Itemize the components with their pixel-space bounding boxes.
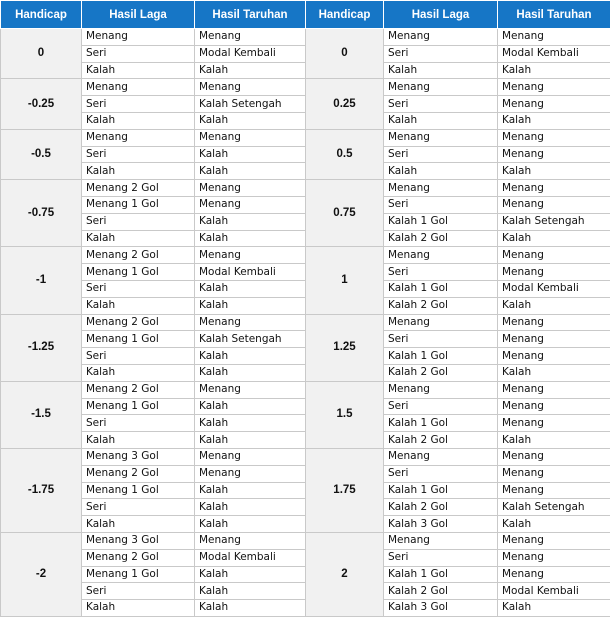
hasil-taruhan-cell: Kalah [195,566,306,583]
hasil-laga-cell: Kalah 2 Gol [384,583,498,600]
hasil-laga-cell: Menang 2 Gol [82,381,195,398]
hasil-taruhan-cell: Menang [498,96,610,113]
hasil-laga-cell: Seri [82,96,195,113]
hasil-laga-cell: Menang [384,79,498,96]
hasil-taruhan-cell: Menang [195,180,306,197]
hasil-taruhan-cell: Menang [195,314,306,331]
handicap-cell-right: 0.5 [306,129,384,179]
hasil-laga-cell: Seri [384,96,498,113]
table-row [1,415,610,432]
hasil-laga-cell: Kalah 3 Gol [384,516,498,533]
table-row [1,129,610,146]
hasil-laga-cell: Menang 1 Gol [82,482,195,499]
hasil-laga-cell: Seri [384,465,498,482]
hasil-taruhan-cell: Modal Kembali [498,45,610,62]
table-row [1,566,610,583]
hasil-taruhan-cell: Kalah Setengah [195,96,306,113]
hasil-taruhan-cell: Kalah [195,482,306,499]
hasil-taruhan-cell: Kalah [195,583,306,600]
table-row [1,29,610,46]
hasil-taruhan-cell: Menang [498,398,610,415]
hasil-laga-cell: Seri [384,264,498,281]
hasil-taruhan-cell: Kalah [498,600,610,617]
hasil-taruhan-cell: Menang [195,196,306,213]
hasil-taruhan-cell: Menang [498,314,610,331]
header-handicap-right: Handicap [306,1,384,29]
hasil-laga-cell: Menang [384,314,498,331]
hasil-laga-cell: Kalah 2 Gol [384,432,498,449]
hasil-laga-cell: Menang 2 Gol [82,465,195,482]
hasil-laga-cell: Seri [384,146,498,163]
table-row [1,398,610,415]
hasil-laga-cell: Seri [82,415,195,432]
hasil-taruhan-cell: Modal Kembali [498,280,610,297]
hasil-laga-cell: Kalah [82,364,195,381]
handicap-cell-right: 2 [306,532,384,616]
table-row [1,230,610,247]
hasil-laga-cell: Menang 2 Gol [82,549,195,566]
hasil-laga-cell: Kalah 1 Gol [384,280,498,297]
table-row [1,432,610,449]
hasil-laga-cell: Menang 1 Gol [82,196,195,213]
hasil-taruhan-cell: Menang [498,29,610,46]
handicap-cell-left: 0 [1,29,82,79]
hasil-laga-cell: Menang [384,180,498,197]
header-hasil-laga-left: Hasil Laga [82,1,195,29]
hasil-taruhan-cell: Menang [498,465,610,482]
hasil-laga-cell: Kalah 1 Gol [384,482,498,499]
hasil-taruhan-cell: Menang [498,247,610,264]
hasil-taruhan-cell: Kalah [195,432,306,449]
hasil-laga-cell: Menang 1 Gol [82,331,195,348]
hasil-taruhan-cell: Menang [498,331,610,348]
table-row [1,331,610,348]
hasil-laga-cell: Menang 2 Gol [82,180,195,197]
table-row [1,62,610,79]
hasil-laga-cell: Menang 2 Gol [82,247,195,264]
hasil-taruhan-cell: Modal Kembali [195,45,306,62]
hasil-laga-cell: Menang [384,247,498,264]
hasil-taruhan-cell: Kalah [498,230,610,247]
hasil-taruhan-cell: Menang [195,381,306,398]
header-hasil-taruhan-right: Hasil Taruhan [498,1,610,29]
hasil-taruhan-cell: Kalah [498,163,610,180]
hasil-taruhan-cell: Kalah [195,415,306,432]
hasil-taruhan-cell: Kalah Setengah [498,499,610,516]
hasil-laga-cell: Menang [384,381,498,398]
hasil-laga-cell: Seri [384,196,498,213]
hasil-laga-cell: Seri [384,45,498,62]
table-row [1,549,610,566]
table-row [1,532,610,549]
hasil-taruhan-cell: Kalah Setengah [195,331,306,348]
handicap-cell-right: 1.25 [306,314,384,381]
hasil-laga-cell: Kalah [82,230,195,247]
hasil-laga-cell: Menang [384,129,498,146]
hasil-laga-cell: Menang [82,79,195,96]
handicap-cell-left: -0.25 [1,79,82,129]
hasil-laga-cell: Kalah [82,163,195,180]
hasil-laga-cell: Menang [384,448,498,465]
hasil-laga-cell: Menang 1 Gol [82,264,195,281]
handicap-cell-left: -0.75 [1,180,82,247]
hasil-taruhan-cell: Menang [498,196,610,213]
hasil-laga-cell: Menang 1 Gol [82,398,195,415]
hasil-taruhan-cell: Modal Kembali [195,264,306,281]
hasil-laga-cell: Menang 2 Gol [82,314,195,331]
table-row [1,600,610,617]
table-row [1,45,610,62]
table-row [1,163,610,180]
hasil-laga-cell: Menang [384,532,498,549]
table-row [1,364,610,381]
handicap-cell-right: 0.75 [306,180,384,247]
hasil-taruhan-cell: Menang [498,532,610,549]
table-row [1,180,610,197]
hasil-taruhan-cell: Menang [498,549,610,566]
hasil-laga-cell: Kalah 1 Gol [384,415,498,432]
hasil-taruhan-cell: Menang [195,532,306,549]
table-row [1,96,610,113]
table-row [1,79,610,96]
hasil-laga-cell: Menang 3 Gol [82,532,195,549]
hasil-taruhan-cell: Menang [195,129,306,146]
hasil-taruhan-cell: Menang [498,129,610,146]
hasil-taruhan-cell: Kalah Setengah [498,213,610,230]
hasil-taruhan-cell: Menang [498,448,610,465]
hasil-taruhan-cell: Kalah [195,297,306,314]
table-row [1,482,610,499]
hasil-taruhan-cell: Kalah [498,432,610,449]
hasil-taruhan-cell: Menang [498,146,610,163]
hasil-taruhan-cell: Menang [195,247,306,264]
table-row [1,381,610,398]
hasil-laga-cell: Seri [384,398,498,415]
hasil-taruhan-cell: Kalah [195,146,306,163]
hasil-taruhan-cell: Kalah [195,112,306,129]
hasil-laga-cell: Seri [82,348,195,365]
handicap-cell-left: -1.75 [1,448,82,532]
table-row [1,280,610,297]
hasil-laga-cell: Kalah [384,163,498,180]
handicap-cell-left: -1 [1,247,82,314]
hasil-laga-cell: Kalah 1 Gol [384,348,498,365]
hasil-laga-cell: Kalah [82,297,195,314]
hasil-laga-cell: Seri [82,583,195,600]
hasil-taruhan-cell: Kalah [498,112,610,129]
table-row [1,448,610,465]
hasil-laga-cell: Kalah 2 Gol [384,364,498,381]
hasil-taruhan-cell: Menang [195,465,306,482]
hasil-laga-cell: Kalah [82,516,195,533]
hasil-laga-cell: Kalah 1 Gol [384,213,498,230]
table-row [1,297,610,314]
hasil-taruhan-cell: Kalah [195,163,306,180]
hasil-laga-cell: Menang [82,129,195,146]
hasil-laga-cell: Kalah 3 Gol [384,600,498,617]
hasil-taruhan-cell: Menang [498,381,610,398]
hasil-taruhan-cell: Kalah [498,364,610,381]
handicap-cell-right: 0.25 [306,79,384,129]
header-hasil-laga-right: Hasil Laga [384,1,498,29]
hasil-laga-cell: Kalah [384,112,498,129]
hasil-taruhan-cell: Menang [498,180,610,197]
handicap-cell-left: -0.5 [1,129,82,179]
hasil-taruhan-cell: Kalah [195,230,306,247]
hasil-taruhan-cell: Kalah [195,516,306,533]
hasil-laga-cell: Seri [82,280,195,297]
hasil-taruhan-cell: Menang [195,448,306,465]
hasil-taruhan-cell: Menang [195,29,306,46]
hasil-laga-cell: Menang 1 Gol [82,566,195,583]
table-row [1,146,610,163]
handicap-cell-left: -1.5 [1,381,82,448]
handicap-cell-left: -2 [1,532,82,616]
hasil-laga-cell: Kalah [384,62,498,79]
hasil-taruhan-cell: Modal Kembali [498,583,610,600]
hasil-taruhan-cell: Menang [498,348,610,365]
hasil-taruhan-cell: Kalah [195,62,306,79]
handicap-cell-right: 1.5 [306,381,384,448]
table-row [1,196,610,213]
table-row [1,112,610,129]
table-row [1,213,610,230]
hasil-laga-cell: Menang [82,29,195,46]
hasil-laga-cell: Seri [82,499,195,516]
hasil-laga-cell: Kalah [82,62,195,79]
table-row [1,314,610,331]
handicap-cell-right: 0 [306,29,384,79]
hasil-taruhan-cell: Kalah [195,600,306,617]
hasil-taruhan-cell: Modal Kembali [195,549,306,566]
hasil-taruhan-cell: Kalah [195,213,306,230]
hasil-laga-cell: Kalah 2 Gol [384,230,498,247]
header-row [1,1,610,29]
hasil-taruhan-cell: Kalah [195,398,306,415]
table-row [1,264,610,281]
hasil-laga-cell: Menang [384,29,498,46]
hasil-taruhan-cell: Kalah [195,499,306,516]
header-handicap-left: Handicap [1,1,82,29]
table-row [1,499,610,516]
hasil-laga-cell: Kalah 2 Gol [384,499,498,516]
hasil-laga-cell: Kalah 1 Gol [384,566,498,583]
hasil-laga-cell: Seri [82,45,195,62]
hasil-taruhan-cell: Menang [195,79,306,96]
hasil-taruhan-cell: Menang [498,566,610,583]
hasil-taruhan-cell: Kalah [498,297,610,314]
handicap-cell-left: -1.25 [1,314,82,381]
hasil-taruhan-cell: Menang [498,79,610,96]
hasil-laga-cell: Kalah [82,112,195,129]
handicap-cell-right: 1.75 [306,448,384,532]
header-hasil-taruhan-left: Hasil Taruhan [195,1,306,29]
hasil-laga-cell: Kalah [82,432,195,449]
hasil-taruhan-cell: Menang [498,264,610,281]
hasil-laga-cell: Seri [384,549,498,566]
hasil-taruhan-cell: Kalah [498,516,610,533]
table-row [1,583,610,600]
hasil-laga-cell: Kalah [82,600,195,617]
hasil-taruhan-cell: Kalah [498,62,610,79]
hasil-taruhan-cell: Menang [498,415,610,432]
hasil-taruhan-cell: Kalah [195,364,306,381]
hasil-laga-cell: Seri [82,146,195,163]
hasil-taruhan-cell: Menang [498,482,610,499]
hasil-laga-cell: Seri [82,213,195,230]
handicap-cell-right: 1 [306,247,384,314]
hasil-laga-cell: Menang 3 Gol [82,448,195,465]
table-row [1,465,610,482]
hasil-laga-cell: Kalah 2 Gol [384,297,498,314]
table-row [1,247,610,264]
table-row [1,348,610,365]
hasil-taruhan-cell: Kalah [195,280,306,297]
table-row [1,516,610,533]
hasil-taruhan-cell: Kalah [195,348,306,365]
hasil-laga-cell: Seri [384,331,498,348]
